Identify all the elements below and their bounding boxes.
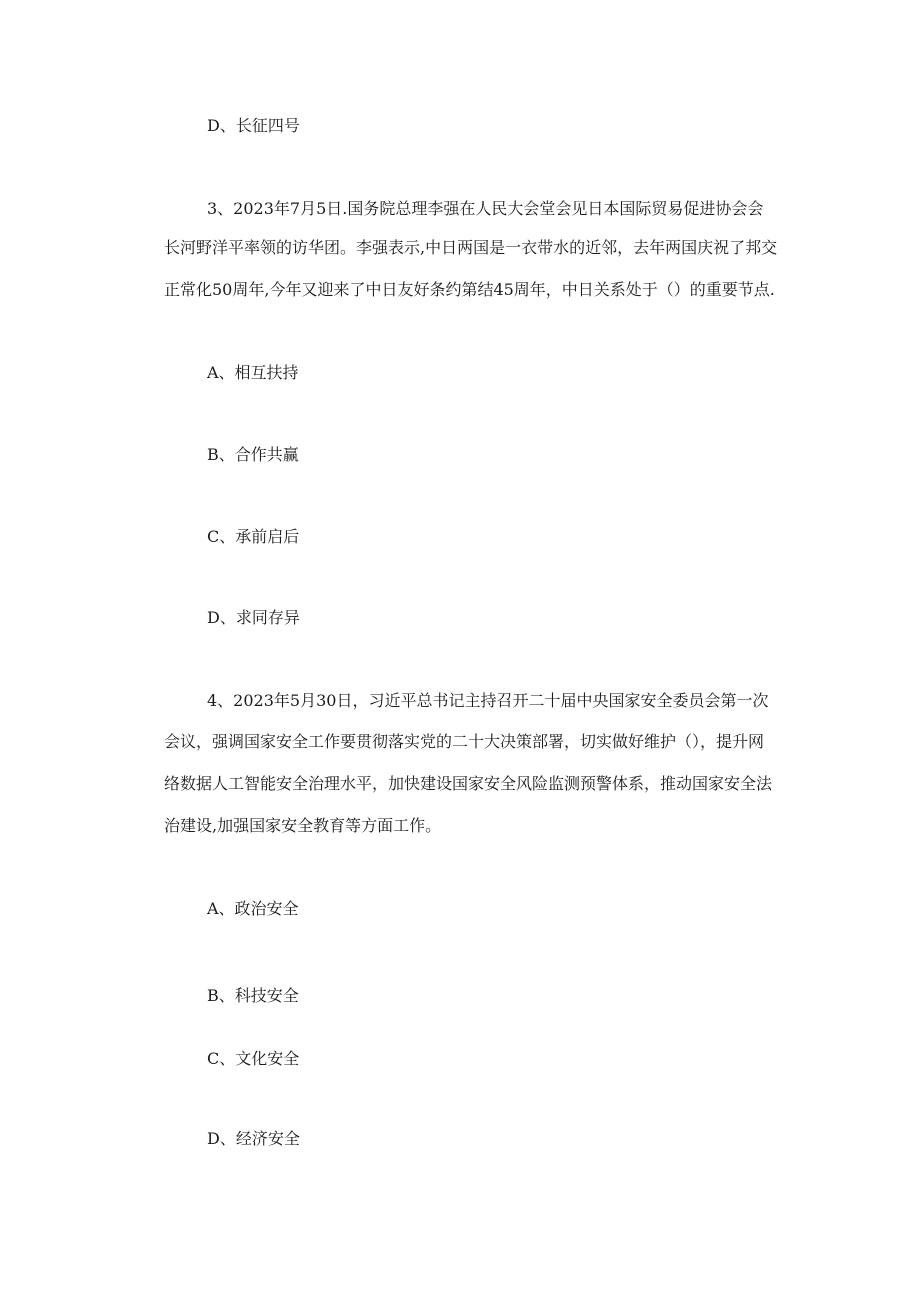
question-4-option-d: D、经济安全 bbox=[207, 1129, 300, 1148]
question-4-line-2: 会议，强调国家安全工作要贯彻落实党的二十大决策部署，切实做好维护（），提升网 bbox=[164, 732, 765, 751]
question-3-line-3: 正常化50周年,今年又迎来了中日友好条约第结45周年，中日关系处于（）的重要节点. bbox=[164, 280, 775, 299]
question-3-option-b: B、合作共赢 bbox=[207, 445, 299, 464]
question-3-option-d: D、求同存异 bbox=[207, 608, 300, 627]
question-3-line-2: 长河野洋平率领的访华团。李强表示,中日两国是一衣带水的近邻，去年两国庆祝了邦交 bbox=[164, 238, 778, 257]
question-4-line-3: 络数据人工智能安全治理水平，加快建设国家安全风险监测预警体系，推动国家安全法 bbox=[164, 774, 773, 793]
question-4-option-c: C、文化安全 bbox=[207, 1049, 300, 1068]
question-3-option-c: C、承前启后 bbox=[207, 527, 300, 546]
question-4-option-a: A、政治安全 bbox=[207, 899, 299, 918]
question-4-line-4: 治建设,加强国家安全教育等方面工作。 bbox=[164, 816, 442, 835]
question-3-line-1: 3、2023年7月5日.国务院总理李强在人民大会堂会见日本国际贸易促进协会会 bbox=[207, 199, 764, 218]
prev-question-option-d: D、长征四号 bbox=[207, 116, 300, 135]
question-4-line-1: 4、2023年5月30日，习近平总书记主持召开二十届中央国家安全委员会第一次 bbox=[207, 691, 769, 710]
question-3-option-a: A、相互扶持 bbox=[207, 363, 299, 382]
question-4-option-b: B、科技安全 bbox=[207, 986, 299, 1005]
